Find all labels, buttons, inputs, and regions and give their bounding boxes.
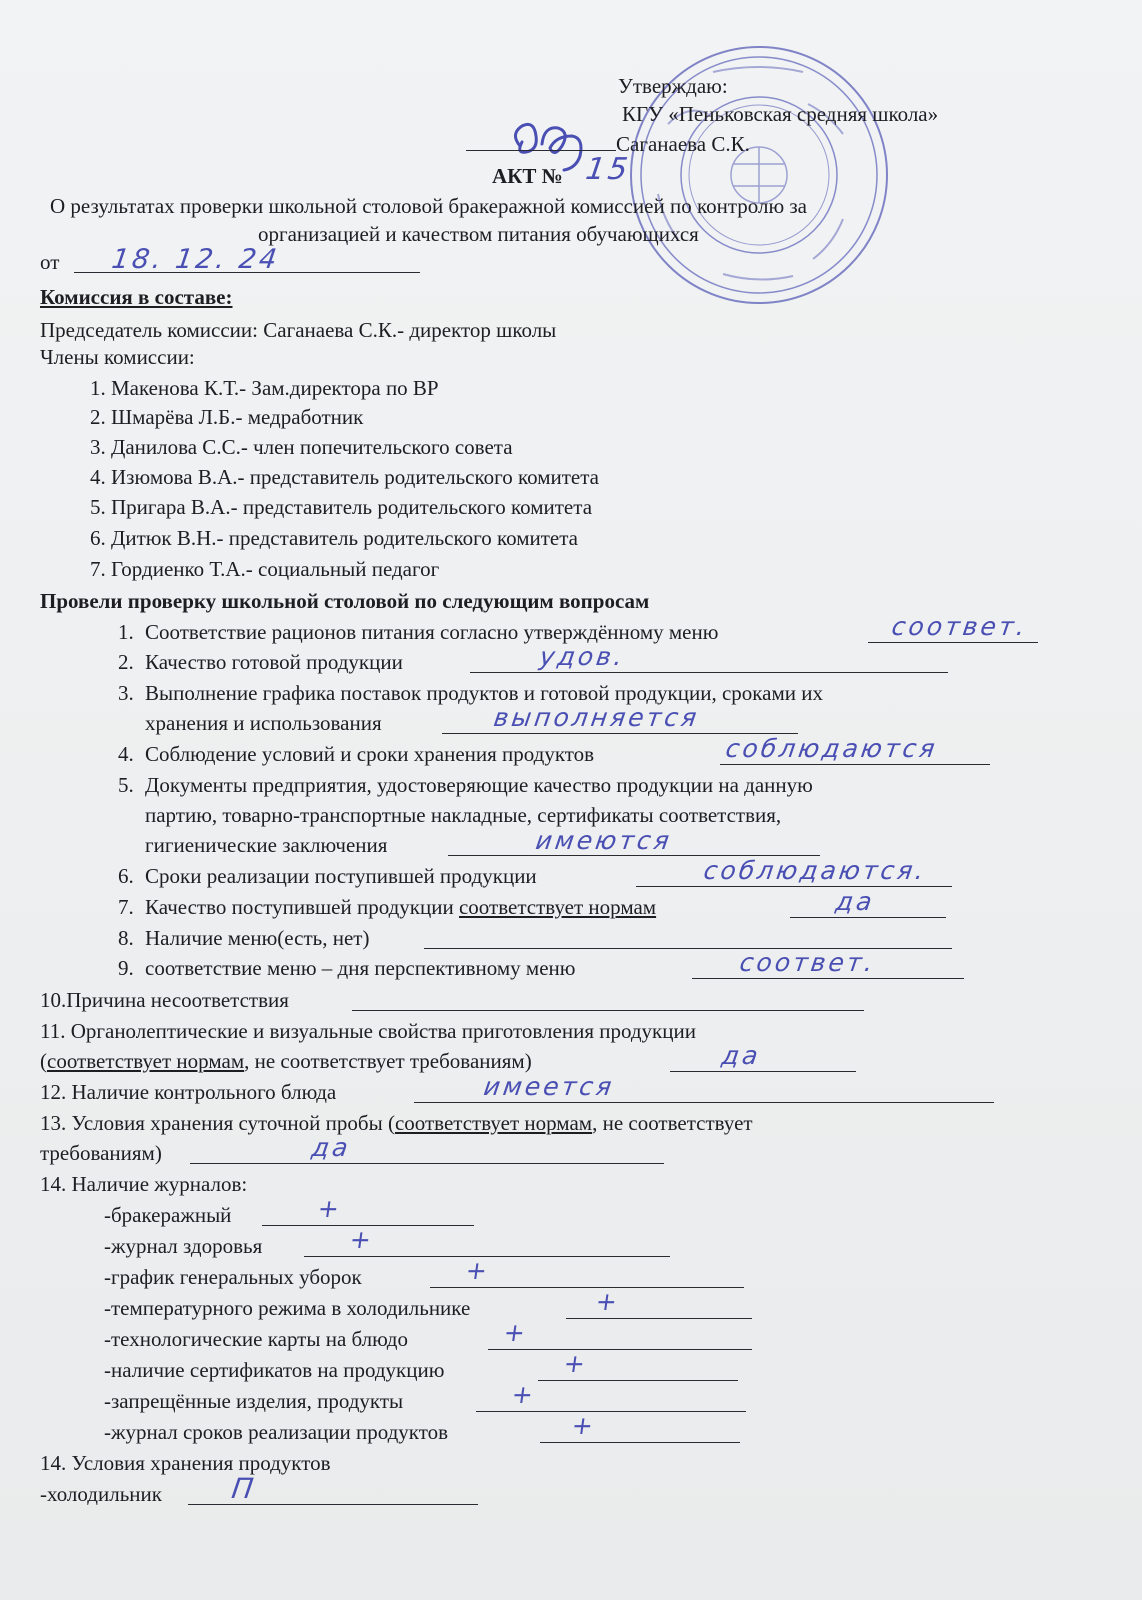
question-number: 8. [118, 926, 134, 950]
check-heading: Провели проверку школьной столовой по следующим вопросам [40, 589, 650, 613]
question-4: Соблюдение условий и сроки хранения продуктов [145, 742, 595, 766]
act-subtitle-line2: организацией и качеством питания обучающихся [258, 222, 699, 246]
member-item: 7. Гордиенко Т.А.- социальный педагог [90, 557, 440, 581]
date-label: от [40, 250, 60, 274]
answer-7-handwritten: да [833, 887, 877, 916]
question-number: 9. [118, 956, 134, 980]
item-13-rest: , не соответствует [592, 1111, 753, 1135]
journal-mark: + [561, 1349, 590, 1378]
answer-3-handwritten: выполняется [491, 703, 702, 732]
journal-item: -бракеражный [104, 1203, 232, 1227]
approval-label: Утверждаю: [618, 74, 728, 98]
answer-line [476, 1411, 746, 1412]
journal-mark: + [463, 1256, 492, 1285]
answer-6-handwritten: соблюдаются. [701, 856, 929, 885]
answer-line [720, 764, 990, 765]
date-handwritten: 18. 12. 24 [109, 244, 282, 275]
answer-line [430, 1287, 744, 1288]
answer-4-handwritten: соблюдаются [723, 734, 940, 763]
question-7-underlined: соответствует нормам [458, 895, 657, 919]
answer-line [538, 1380, 738, 1381]
answer-line [414, 1102, 994, 1103]
item-11-line2 [40, 1049, 532, 1073]
members-label: Члены комиссии: [40, 345, 195, 369]
member-item: 2. Шмарёва Л.Б.- медработник [90, 405, 364, 429]
member-item: 5. Пригара В.А.- представитель родительского комитета [90, 495, 593, 519]
question-3-line1: Выполнение графика поставок продуктов и готовой продукции, сроками их [145, 681, 824, 705]
fridge-label: -холодильник [40, 1482, 162, 1506]
item-12: 12. Наличие контрольного блюда [40, 1080, 337, 1104]
item-11-underlined: соответствует нормам [47, 1049, 245, 1073]
answer-2-handwritten: удов. [537, 642, 628, 671]
journal-mark: + [509, 1380, 538, 1409]
question-7 [145, 895, 656, 919]
answer-9-handwritten: соответ. [737, 948, 878, 977]
answer-line [636, 886, 952, 887]
paren: ( [40, 1049, 47, 1073]
organization-name: КГУ «Пеньковская средняя школа» [622, 102, 939, 126]
question-number: 5. [118, 773, 134, 797]
answer-line [470, 672, 948, 673]
journal-mark: + [569, 1411, 598, 1440]
member-item: 1. Макенова К.Т.- Зам.директора по ВР [90, 376, 439, 400]
member-item: 4. Изюмова В.А.- представитель родительского комитета [90, 465, 599, 489]
signer-name: Саганаева С.К. [616, 132, 750, 156]
item-11-rest: , не соответствует требованиям) [244, 1049, 532, 1073]
question-number: 3. [118, 681, 134, 705]
journal-mark: + [593, 1287, 622, 1316]
question-5-line2: партию, товарно-транспортные накладные, сертификаты соответствия, [145, 803, 782, 827]
item-13-underlined: соответствует нормам [394, 1111, 593, 1135]
answer-line [692, 978, 964, 979]
question-3-line2: хранения и использования [145, 711, 382, 735]
member-item: 3. Данилова С.С.- член попечительского совета [90, 435, 513, 459]
question-5-line3: гигиенические заключения [145, 833, 388, 857]
journal-item: -запрещённые изделия, продукты [104, 1389, 404, 1413]
answer-12-handwritten: имеется [481, 1072, 617, 1101]
item-11-line1: 11. Органолептические и визуальные свойства приготовления продукции [40, 1019, 696, 1043]
journal-item: -наличие сертификатов на продукцию [104, 1358, 445, 1382]
journal-mark: + [501, 1318, 530, 1347]
answer-line [868, 642, 1038, 643]
act-number-handwritten: 15 [583, 152, 633, 187]
answer-line [566, 1318, 752, 1319]
journal-item: -график генеральных уборок [104, 1265, 362, 1289]
question-number: 2. [118, 650, 134, 674]
question-1: Соответствие рационов питания согласно утверждённому меню [145, 620, 719, 644]
answer-5-handwritten: имеются [533, 826, 674, 855]
act-subtitle-line1: О результатах проверки школьной столовой бракеражной комиссией по контролю за [50, 194, 808, 218]
question-7-text: Качество поступившей продукции [145, 895, 459, 919]
commission-heading: Комиссия в составе: [40, 285, 233, 309]
journal-item: -журнал здоровья [104, 1234, 263, 1258]
item-14b: 14. Условия хранения продуктов [40, 1451, 331, 1475]
question-2: Качество готовой продукции [145, 650, 403, 674]
signature-line [466, 150, 616, 151]
item-13-line1 [40, 1111, 753, 1135]
answer-1-handwritten: соответ. [889, 612, 1030, 641]
commission-chair: Председатель комиссии: Саганаева С.К.- директор школы [40, 318, 557, 342]
answer-11-handwritten: да [719, 1041, 763, 1070]
answer-line [352, 1010, 864, 1011]
question-number: 7. [118, 895, 134, 919]
item-14: 14. Наличие журналов: [40, 1172, 248, 1196]
question-number: 1. [118, 620, 134, 644]
question-8: Наличие меню(есть, нет) [145, 926, 370, 950]
journal-mark: + [315, 1194, 344, 1223]
item-13-text: 13. Условия хранения суточной пробы ( [40, 1111, 395, 1135]
member-item: 6. Дитюк В.Н.- представитель родительского комитета [90, 526, 578, 550]
item-13-line2: требованиям) [40, 1141, 162, 1165]
journal-item: -журнал сроков реализации продуктов [104, 1420, 449, 1444]
answer-line [790, 917, 946, 918]
journal-mark: + [347, 1225, 376, 1254]
answer-line [670, 1071, 856, 1072]
question-number: 4. [118, 742, 134, 766]
fridge-handwritten: П [229, 1472, 259, 1505]
answer-line [190, 1163, 664, 1164]
journal-item: -технологические карты на блюдо [104, 1327, 408, 1351]
answer-line [540, 1442, 740, 1443]
answer-13-handwritten: да [309, 1133, 353, 1162]
question-5-line1: Документы предприятия, удостоверяющие качество продукции на данную [145, 773, 813, 797]
item-10: 10.Причина несоответствия [40, 988, 289, 1012]
act-title: АКТ № [492, 164, 563, 188]
answer-line [488, 1349, 752, 1350]
question-6: Сроки реализации поступившей продукции [145, 864, 537, 888]
question-number: 6. [118, 864, 134, 888]
journal-item: -температурного режима в холодильнике [104, 1296, 471, 1320]
question-9: соответствие меню – дня перспективному меню [145, 956, 576, 980]
